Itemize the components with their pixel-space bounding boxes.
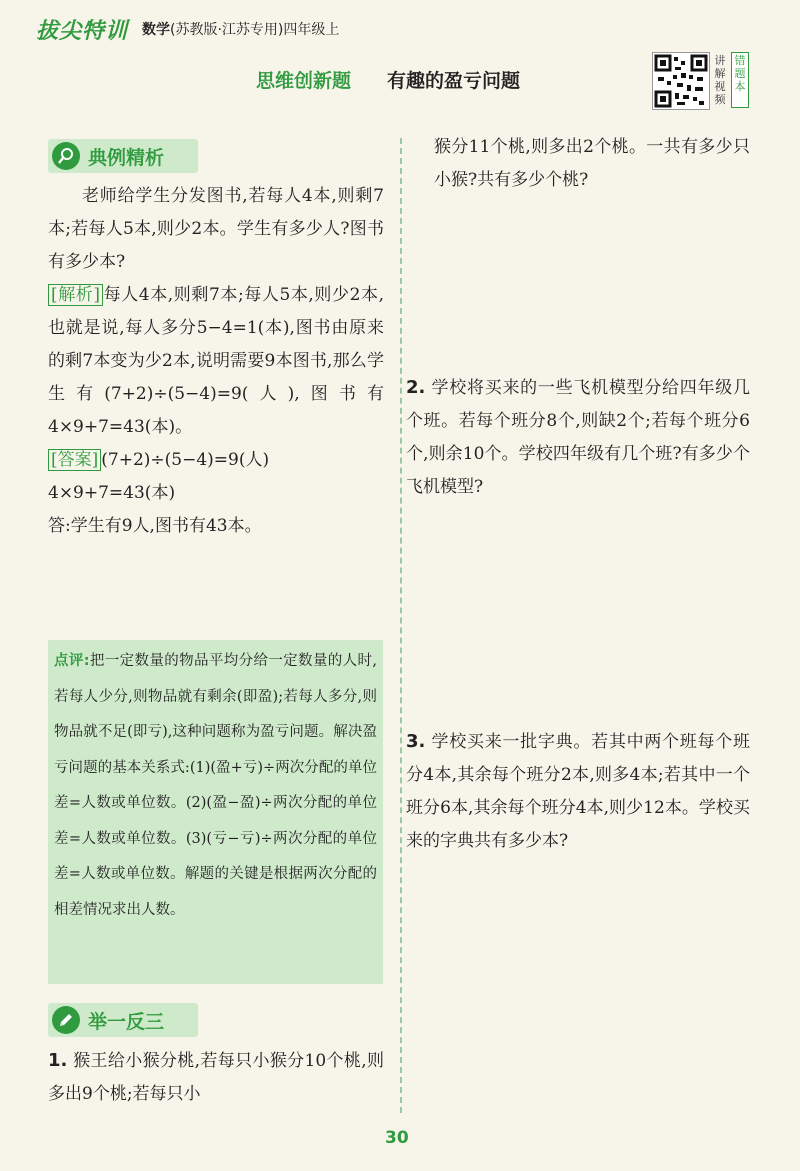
section-practice [48,1003,198,1037]
book-subject: 数学 [142,22,170,38]
example-analysis [48,279,384,444]
answer-line-1: (7+2)÷(5−4)=9(人) [101,450,270,470]
q1-number: 1. [48,1050,68,1071]
error-book-tag[interactable]: 错题本 [731,52,749,108]
topic-label: 思维创新题 [256,70,352,92]
question-1-continued [434,131,750,197]
qr-code-icon[interactable] [652,52,710,110]
comment-text: 把一定数量的物品平均分给一定数量的人时,若每人少分,则物品就有剩余(即盈);若每人多分,则物品就不足(即亏),这种问题称为盈亏问题。解决盈亏问题的基本关系式:(1)(盈+亏)÷两次分配的单位差=人数或单位数。(2)(盈−盈)÷两次分配的单位差=人数或单位数。(3)(亏−亏)÷两次分配的单位差=人数或单位数。解题的关键是根据两次分配的相差情况求出人数。 [54,653,377,918]
page-number: 30 [385,1128,409,1148]
brand-logo: 拔尖特训 [36,19,129,44]
answer-line-3: 答:学生有9人,图书有43本。 [48,516,262,536]
q2-text: 学校将买来的一些飞机模型分给四年级几个班。若每个班分8个,则缺2个;若每个班分6个,则余10个。学校四年级有几个班?有多少个飞机模型? [406,378,750,497]
q1-text-part2: 猴分11个桃,则多出2个桃。一共有多少只小猴?共有多少个桃? [434,137,750,190]
question-1 [48,1044,384,1111]
analysis-text: 每人4本,则剩7本;每人5本,则少2本,也就是说,每人多分5−4=1(本),图书由原来的剩7本变为少2本,说明需要9本图书,那么学生有(7+2)÷(5−4)=9(人),图书有4×9+7=43(本)。 [48,285,384,437]
answer-label: [答案] [48,449,101,471]
q3-number: 3. [406,731,426,752]
book-info [142,19,339,39]
example-block [48,180,384,543]
q2-number: 2. [406,377,426,398]
section-example [48,139,198,173]
example-answer [48,444,384,477]
question-3 [406,725,750,858]
section-practice-label: 举一反三 [88,1010,165,1033]
question-2 [406,371,750,504]
column-divider [400,138,402,1113]
pencil-icon [52,1006,80,1034]
answer-line-2: 4×9+7=43(本) [48,483,176,503]
example-problem: 老师给学生分发图书,若每人4本,则剩7本;若每人5本,则少2本。学生有多少人?图书有多少本? [48,186,384,272]
analysis-label: [解析] [48,284,103,306]
comment-box [48,640,383,984]
magnifier-icon [52,142,80,170]
page-title: 有趣的盈亏问题 [387,70,521,92]
qr-caption: 讲解视频 [714,54,726,106]
book-edition: (苏教版·江苏专用)四年级上 [170,22,340,38]
comment-label: 点评: [54,653,90,669]
q1-text-part1: 猴王给小猴分桃,若每只小猴分10个桃,则多出9个桃;若每只小 [48,1051,384,1104]
section-example-label: 典例精析 [88,146,165,169]
q3-text: 学校买来一批字典。若其中两个班每个班分4本,其余每个班分2本,则多4本;若其中一个班分6本,其余每个班分4本,则少12本。学校买来的字典共有多少本? [406,732,750,851]
